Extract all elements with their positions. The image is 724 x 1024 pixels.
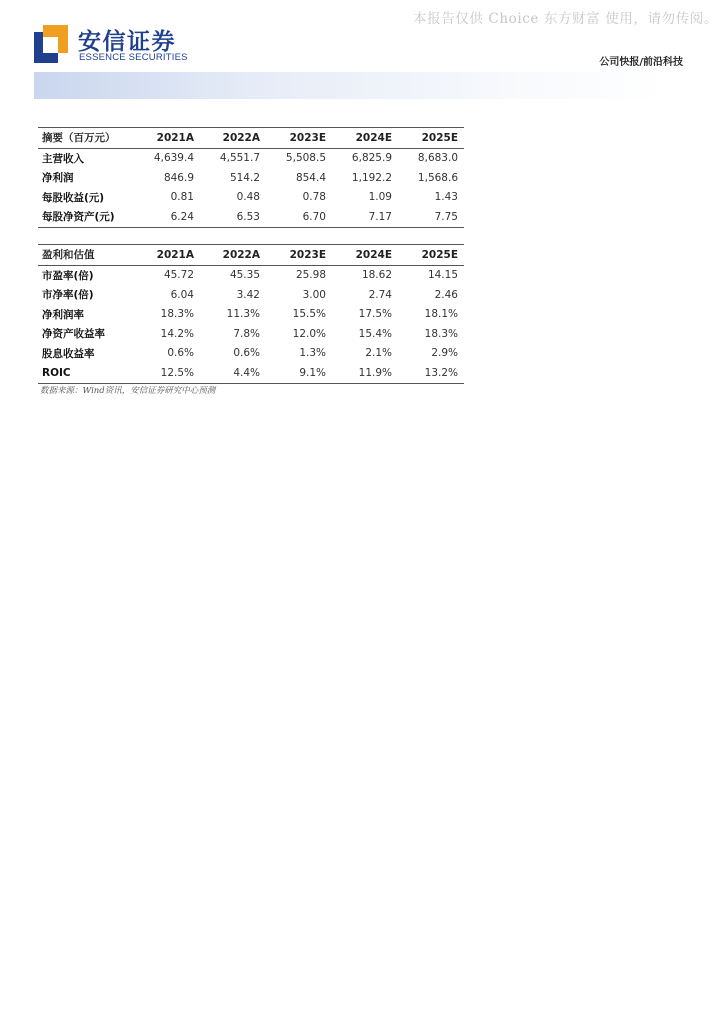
source-note: 数据来源：Wind资讯，安信证券研究中心预测 bbox=[40, 386, 216, 396]
table-cell: 2.74 bbox=[368, 288, 392, 301]
row-label: ROIC bbox=[42, 366, 71, 379]
table-cell: 9.1% bbox=[299, 366, 326, 379]
table-cell: 6.04 bbox=[170, 288, 194, 301]
header-cell: 2022A bbox=[222, 131, 260, 144]
table-cell: 18.3% bbox=[160, 308, 194, 321]
table-cell: 2.1% bbox=[365, 347, 392, 360]
table-cell: 11.3% bbox=[226, 308, 260, 321]
table-cell: 1.3% bbox=[299, 347, 326, 360]
financial-summary-table bbox=[38, 127, 464, 228]
table-row bbox=[38, 363, 464, 383]
table-cell: 15.4% bbox=[358, 327, 392, 340]
table-cell: 18.3% bbox=[424, 327, 458, 340]
table-cell: 2.9% bbox=[431, 347, 458, 360]
logo-mark-icon bbox=[34, 25, 68, 63]
table-cell: 25.98 bbox=[295, 269, 326, 282]
header-cell: 2022A bbox=[222, 248, 260, 261]
logo-name-en: ESSENCE SECURITIES bbox=[79, 52, 188, 63]
table-cell: 4.4% bbox=[233, 366, 260, 379]
table-row bbox=[38, 188, 464, 208]
table-cell: 45.35 bbox=[229, 269, 260, 282]
table-cell: 0.6% bbox=[233, 347, 260, 360]
row-label: 市净率(倍) bbox=[42, 289, 94, 302]
table-cell: 0.48 bbox=[236, 191, 260, 204]
table-row bbox=[38, 148, 464, 168]
logo-name-cn: 安信证券 bbox=[78, 29, 176, 55]
table-cell: 13.2% bbox=[424, 366, 458, 379]
watermark-text: 本报告仅供 Choice 东方财富 使用，请勿传阅。 bbox=[413, 11, 718, 27]
row-label: 净利润 bbox=[42, 172, 74, 185]
table-cell: 7.8% bbox=[233, 327, 260, 340]
row-label: 市盈率(倍) bbox=[42, 269, 94, 282]
header-banner bbox=[34, 72, 664, 99]
table-cell: 5,508.5 bbox=[285, 152, 326, 165]
report-type: 公司快报/前沿科技 bbox=[599, 57, 683, 68]
header-cell: 2025E bbox=[421, 131, 458, 144]
table-cell: 514.2 bbox=[229, 171, 260, 184]
table-cell: 18.1% bbox=[424, 308, 458, 321]
table-row bbox=[38, 168, 464, 188]
company-logo bbox=[34, 25, 194, 65]
table-cell: 0.6% bbox=[167, 347, 194, 360]
header-cell: 2023E bbox=[289, 131, 326, 144]
header-cell: 摘要（百万元） bbox=[42, 132, 116, 145]
table-header-row bbox=[38, 128, 464, 149]
table-cell: 3.00 bbox=[302, 288, 326, 301]
table-cell: 4,639.4 bbox=[153, 152, 194, 165]
table-cell: 8,683.0 bbox=[417, 152, 458, 165]
table-cell: 2.46 bbox=[434, 288, 458, 301]
table-cell: 1,192.2 bbox=[351, 171, 392, 184]
table-cell: 6.70 bbox=[302, 210, 326, 223]
header-cell: 2021A bbox=[156, 131, 194, 144]
row-label: 股息收益率 bbox=[42, 347, 95, 360]
row-label: 净利润率 bbox=[42, 308, 84, 321]
table-cell: 0.81 bbox=[170, 191, 194, 204]
table-cell: 854.4 bbox=[295, 171, 326, 184]
table-cell: 1,568.6 bbox=[417, 171, 458, 184]
table-cell: 6,825.9 bbox=[351, 152, 392, 165]
table-cell: 14.2% bbox=[160, 327, 194, 340]
table-cell: 846.9 bbox=[163, 171, 194, 184]
table-cell: 4,551.7 bbox=[219, 152, 260, 165]
table-cell: 12.0% bbox=[292, 327, 326, 340]
table-row bbox=[38, 207, 464, 227]
table-cell: 6.53 bbox=[236, 210, 260, 223]
table-row bbox=[38, 324, 464, 344]
header-cell: 盈利和估值 bbox=[42, 249, 95, 262]
header-cell: 2023E bbox=[289, 248, 326, 261]
table-row bbox=[38, 285, 464, 305]
header-cell: 2021A bbox=[156, 248, 194, 261]
table-cell: 0.78 bbox=[302, 191, 326, 204]
table-cell: 1.43 bbox=[434, 191, 458, 204]
table-cell: 15.5% bbox=[292, 308, 326, 321]
table-cell: 12.5% bbox=[160, 366, 194, 379]
table-cell: 18.62 bbox=[361, 269, 392, 282]
table-cell: 7.75 bbox=[434, 210, 458, 223]
header-cell: 2024E bbox=[355, 248, 392, 261]
table-cell: 3.42 bbox=[236, 288, 260, 301]
table-cell: 45.72 bbox=[163, 269, 194, 282]
table-cell: 6.24 bbox=[170, 210, 194, 223]
table-cell: 14.15 bbox=[427, 269, 458, 282]
row-label: 主营收入 bbox=[42, 152, 84, 165]
header-cell: 2025E bbox=[421, 248, 458, 261]
table-cell: 11.9% bbox=[358, 366, 392, 379]
row-label: 每股收益(元) bbox=[42, 191, 105, 204]
valuation-table bbox=[38, 244, 464, 384]
table-cell: 1.09 bbox=[368, 191, 392, 204]
table-row bbox=[38, 344, 464, 364]
header-cell: 2024E bbox=[355, 131, 392, 144]
table-header-row bbox=[38, 245, 464, 266]
row-label: 每股净资产(元) bbox=[42, 211, 115, 224]
row-label: 净资产收益率 bbox=[42, 328, 105, 341]
table-row bbox=[38, 305, 464, 325]
table-cell: 7.17 bbox=[368, 210, 392, 223]
table-row bbox=[38, 265, 464, 285]
table-cell: 17.5% bbox=[358, 308, 392, 321]
